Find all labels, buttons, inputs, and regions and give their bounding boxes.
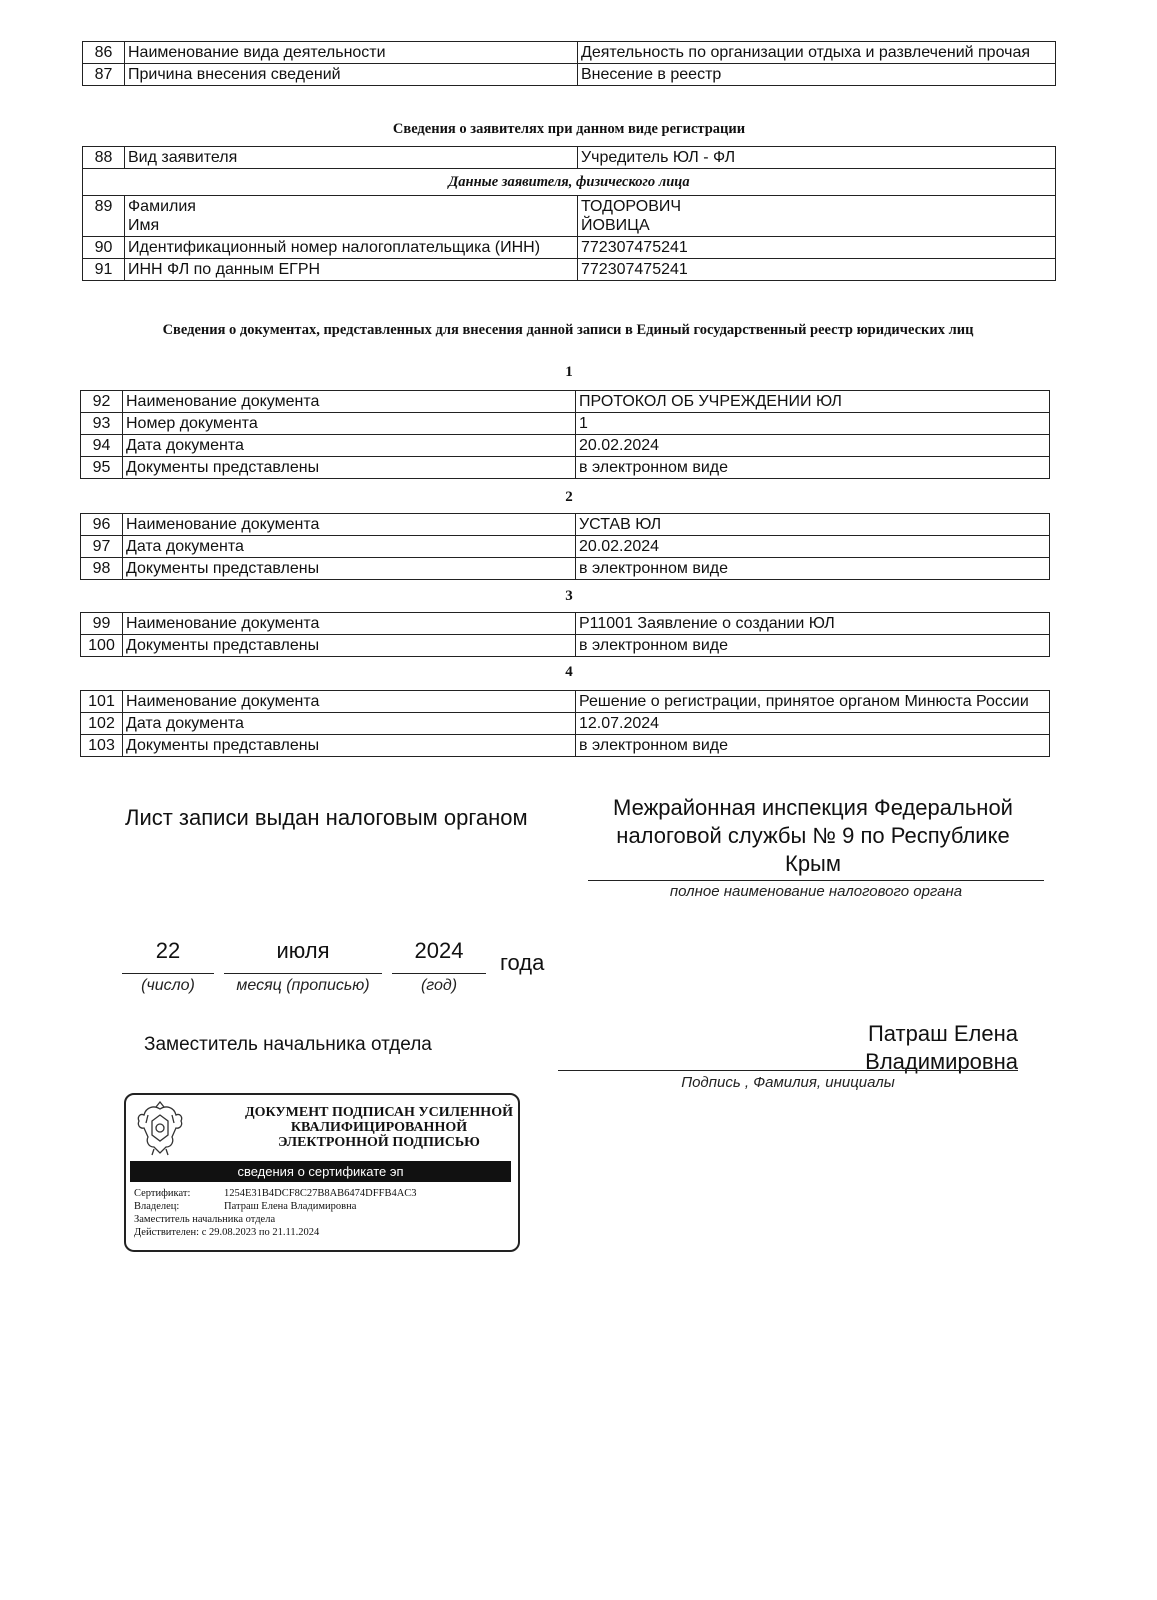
row-label: ИНН ФЛ по данным ЕГРН xyxy=(125,259,578,281)
row-label: Дата документа xyxy=(123,435,576,457)
stamp-title: ДОКУМЕНТ ПОДПИСАН УСИЛЕННОЙ КВАЛИФИЦИРОВАННОЙ ЭЛЕКТРОННОЙ ПОДПИСЬЮ xyxy=(245,1105,513,1150)
row-label: Наименование документа xyxy=(123,391,576,413)
row-label: Дата документа xyxy=(123,713,576,735)
e-signature-stamp xyxy=(124,1093,520,1252)
stamp-position: Заместитель начальника отдела xyxy=(134,1214,276,1225)
row-value: 772307475241 xyxy=(578,237,1056,259)
row-number: 100 xyxy=(81,635,123,657)
table-row xyxy=(81,536,1050,558)
row-number: 93 xyxy=(81,413,123,435)
row-label: Наименование документа xyxy=(123,514,576,536)
month-underline xyxy=(224,973,382,974)
row-value: в электронном виде xyxy=(576,457,1050,479)
row-label: Дата документа xyxy=(123,536,576,558)
row-value: Решение о регистрации, принятое органом Минюста России xyxy=(576,691,1050,713)
table-row xyxy=(81,613,1050,635)
row-value: 12.07.2024 xyxy=(576,713,1050,735)
row-label: Наименование вида деятельности xyxy=(125,42,578,64)
table-row xyxy=(81,713,1050,735)
table-row xyxy=(81,558,1050,580)
stamp-bar: сведения о сертификате эп xyxy=(130,1161,511,1182)
year-caption: (год) xyxy=(420,977,458,994)
doc-group-number: 3 xyxy=(565,588,573,604)
row-number: 98 xyxy=(81,558,123,580)
activity-table xyxy=(82,41,1056,86)
signer-position: Заместитель начальника отдела xyxy=(144,1034,432,1055)
authority-underline xyxy=(588,880,1044,881)
table-row xyxy=(81,413,1050,435)
owner-value: Патраш Елена Владимировна xyxy=(224,1201,357,1212)
row-label: Документы представлены xyxy=(123,558,576,580)
table-row xyxy=(83,196,1056,237)
cert-label: Сертификат: xyxy=(134,1188,191,1199)
issued-label: Лист записи выдан налоговым органом xyxy=(125,805,528,830)
row-number: 92 xyxy=(81,391,123,413)
emblem-icon xyxy=(134,1101,186,1157)
row-value: Внесение в реестр xyxy=(578,64,1056,86)
stamp-info xyxy=(134,1187,417,1239)
signature-underline xyxy=(558,1070,1018,1071)
row-number: 97 xyxy=(81,536,123,558)
table-row xyxy=(81,635,1050,657)
row-number: 95 xyxy=(81,457,123,479)
row-label: Фамилия Имя xyxy=(125,196,578,237)
table-row xyxy=(83,42,1056,64)
owner-label: Владелец: xyxy=(134,1201,180,1212)
row-number: 88 xyxy=(83,147,125,169)
year-underline xyxy=(392,973,486,974)
row-value: в электронном виде xyxy=(576,558,1050,580)
row-value: Деятельность по организации отдыха и развлечений прочая xyxy=(578,42,1056,64)
row-value: 20.02.2024 xyxy=(576,435,1050,457)
row-value: 20.02.2024 xyxy=(576,536,1050,558)
day-underline xyxy=(122,973,214,974)
signature-caption: Подпись , Фамилия, инициалы xyxy=(681,1074,895,1091)
row-number: 86 xyxy=(83,42,125,64)
row-label: Документы представлены xyxy=(123,457,576,479)
table-row xyxy=(81,391,1050,413)
authority-caption: полное наименование налогового органа xyxy=(669,883,963,900)
table-row xyxy=(83,259,1056,281)
row-value: Учредитель ЮЛ - ФЛ xyxy=(578,147,1056,169)
row-number: 102 xyxy=(81,713,123,735)
applicant-subheading: Данные заявителя, физического лица xyxy=(83,169,1056,196)
documents-heading: Сведения о документах, представленных для внесения данной записи в Единый государственный реестр юридических лиц xyxy=(162,322,974,338)
row-label: Идентификационный номер налогоплательщика (ИНН) xyxy=(125,237,578,259)
table-row xyxy=(81,435,1050,457)
table-row xyxy=(83,147,1056,169)
doc-table-4 xyxy=(80,690,1050,757)
date-day: 22 xyxy=(155,938,181,963)
valid-value: с 29.08.2023 по 21.11.2024 xyxy=(201,1227,320,1238)
date-suffix: года xyxy=(500,950,545,975)
row-value: УСТАВ ЮЛ xyxy=(576,514,1050,536)
valid-label: Действителен: xyxy=(134,1227,200,1238)
row-number: 103 xyxy=(81,735,123,757)
table-row xyxy=(81,735,1050,757)
doc-table-2 xyxy=(80,513,1050,580)
issuing-authority: Межрайонная инспекция Федеральной налоговой службы № 9 по Республике Крым xyxy=(613,795,1013,876)
doc-table-3 xyxy=(80,612,1050,657)
row-value: Р11001 Заявление о создании ЮЛ xyxy=(576,613,1050,635)
table-row xyxy=(81,514,1050,536)
signer-name: Патраш Елена Владимировна xyxy=(865,1021,1018,1074)
doc-table-1 xyxy=(80,390,1050,479)
row-number: 87 xyxy=(83,64,125,86)
row-number: 101 xyxy=(81,691,123,713)
doc-group-number: 2 xyxy=(565,489,573,505)
row-number: 89 xyxy=(83,196,125,237)
row-value: ТОДОРОВИЧ ЙОВИЦА xyxy=(578,196,1056,237)
doc-group-number: 4 xyxy=(565,664,573,680)
applicant-table xyxy=(82,146,1056,281)
row-label: Вид заявителя xyxy=(125,147,578,169)
table-row xyxy=(83,237,1056,259)
row-value: 772307475241 xyxy=(578,259,1056,281)
doc-group-number: 1 xyxy=(565,364,573,380)
day-caption: (число) xyxy=(141,977,195,994)
row-value: в электронном виде xyxy=(576,735,1050,757)
row-value: в электронном виде xyxy=(576,635,1050,657)
date-month: июля xyxy=(276,938,330,963)
table-row xyxy=(83,64,1056,86)
row-number: 91 xyxy=(83,259,125,281)
row-label: Документы представлены xyxy=(123,635,576,657)
month-caption: месяц (прописью) xyxy=(236,977,370,994)
row-label: Наименование документа xyxy=(123,691,576,713)
cert-value: 1254E31B4DCF8C27B8AB6474DFFB4AC3 xyxy=(224,1188,417,1199)
row-label: Документы представлены xyxy=(123,735,576,757)
table-row xyxy=(83,169,1056,196)
row-number: 96 xyxy=(81,514,123,536)
row-number: 90 xyxy=(83,237,125,259)
table-row xyxy=(81,691,1050,713)
row-number: 94 xyxy=(81,435,123,457)
row-label: Номер документа xyxy=(123,413,576,435)
date-year: 2024 xyxy=(414,938,464,963)
row-label: Причина внесения сведений xyxy=(125,64,578,86)
table-row xyxy=(81,457,1050,479)
row-value: 1 xyxy=(576,413,1050,435)
applicants-heading: Сведения о заявителях при данном виде регистрации xyxy=(392,121,746,137)
row-value: ПРОТОКОЛ ОБ УЧРЕЖДЕНИИ ЮЛ xyxy=(576,391,1050,413)
row-number: 99 xyxy=(81,613,123,635)
row-label: Наименование документа xyxy=(123,613,576,635)
